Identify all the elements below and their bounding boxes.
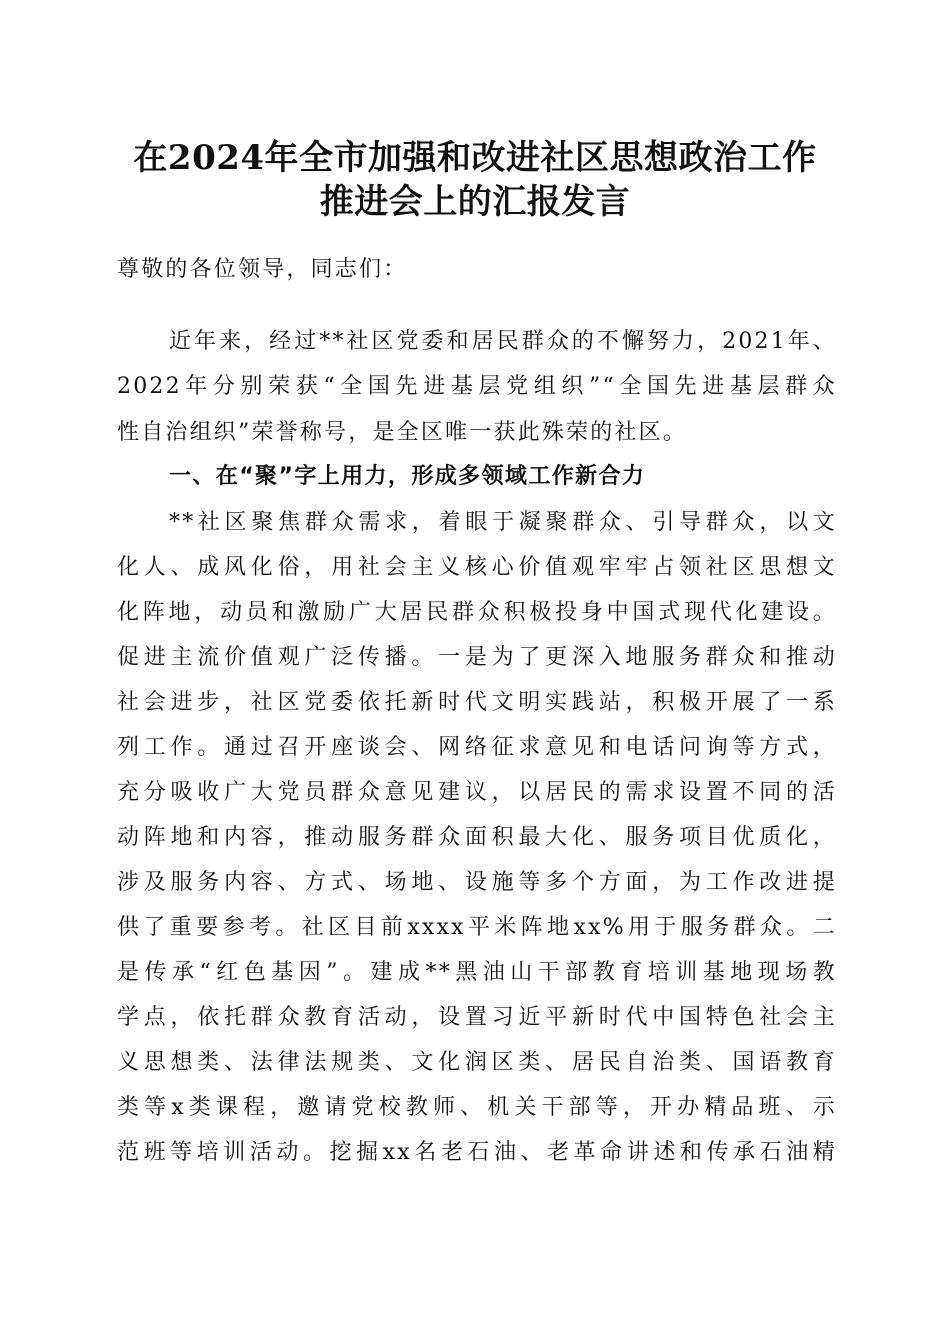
body-line: 范班等培训活动。挖掘xx名老石油、老革命讲述和传承石油精	[117, 1140, 837, 1165]
body-line: 动阵地和内容，推动服务群众面积最大化、服务项目优质化，	[117, 825, 837, 850]
body-line: 充分吸收广大党员群众意见建议，以居民的需求设置不同的活	[117, 780, 837, 805]
document-title-line-2: 推进会上的汇报发言	[319, 182, 631, 222]
body-line: 类等x类课程，邀请党校教师、机关干部等，开办精品班、示	[117, 1095, 837, 1120]
body-line: 促进主流价值观广泛传播。一是为了更深入地服务群众和推动	[117, 645, 837, 670]
document-title-line-1: 在2024年全市加强和改进社区思想政治工作	[133, 138, 817, 178]
intro-line: 2022年分别荣获“全国先进基层党组织”“全国先进基层群众	[117, 374, 837, 399]
body-line: 社会进步，社区党委依托新时代文明实践站，积极开展了一系	[117, 690, 837, 715]
salutation: 尊敬的各位领导，同志们：	[117, 257, 408, 282]
body-line: 化人、成风化俗，用社会主义核心价值观牢牢占领社区思想文	[117, 555, 837, 580]
intro-line: 性自治组织”荣誉称号，是全区唯一获此殊荣的社区。	[117, 420, 688, 445]
body-line: 涉及服务内容、方式、场地、设施等多个方面，为工作改进提	[117, 870, 837, 895]
body-line: 是传承“红色基因”。建成**黑油山干部教育培训基地现场教	[117, 960, 837, 985]
body-line: 化阵地，动员和激励广大居民群众积极投身中国式现代化建设。	[117, 600, 837, 625]
body-line: 义思想类、法律法规类、文化润区类、居民自治类、国语教育	[117, 1050, 837, 1075]
body-line: 供了重要参考。社区目前xxxx平米阵地xx%用于服务群众。二	[117, 915, 837, 940]
body-line: **社区聚焦群众需求，着眼于凝聚群众、引导群众，以文	[169, 510, 837, 535]
intro-line: 近年来，经过**社区党委和居民群众的不懈努力，2021年、	[169, 329, 837, 354]
section-heading: 一、在“聚”字上用力，形成多领域工作新合力	[169, 464, 646, 489]
body-line: 列工作。通过召开座谈会、网络征求意见和电话问询等方式，	[117, 735, 837, 760]
body-line: 学点，依托群众教育活动，设置习近平新时代中国特色社会主	[117, 1005, 837, 1030]
